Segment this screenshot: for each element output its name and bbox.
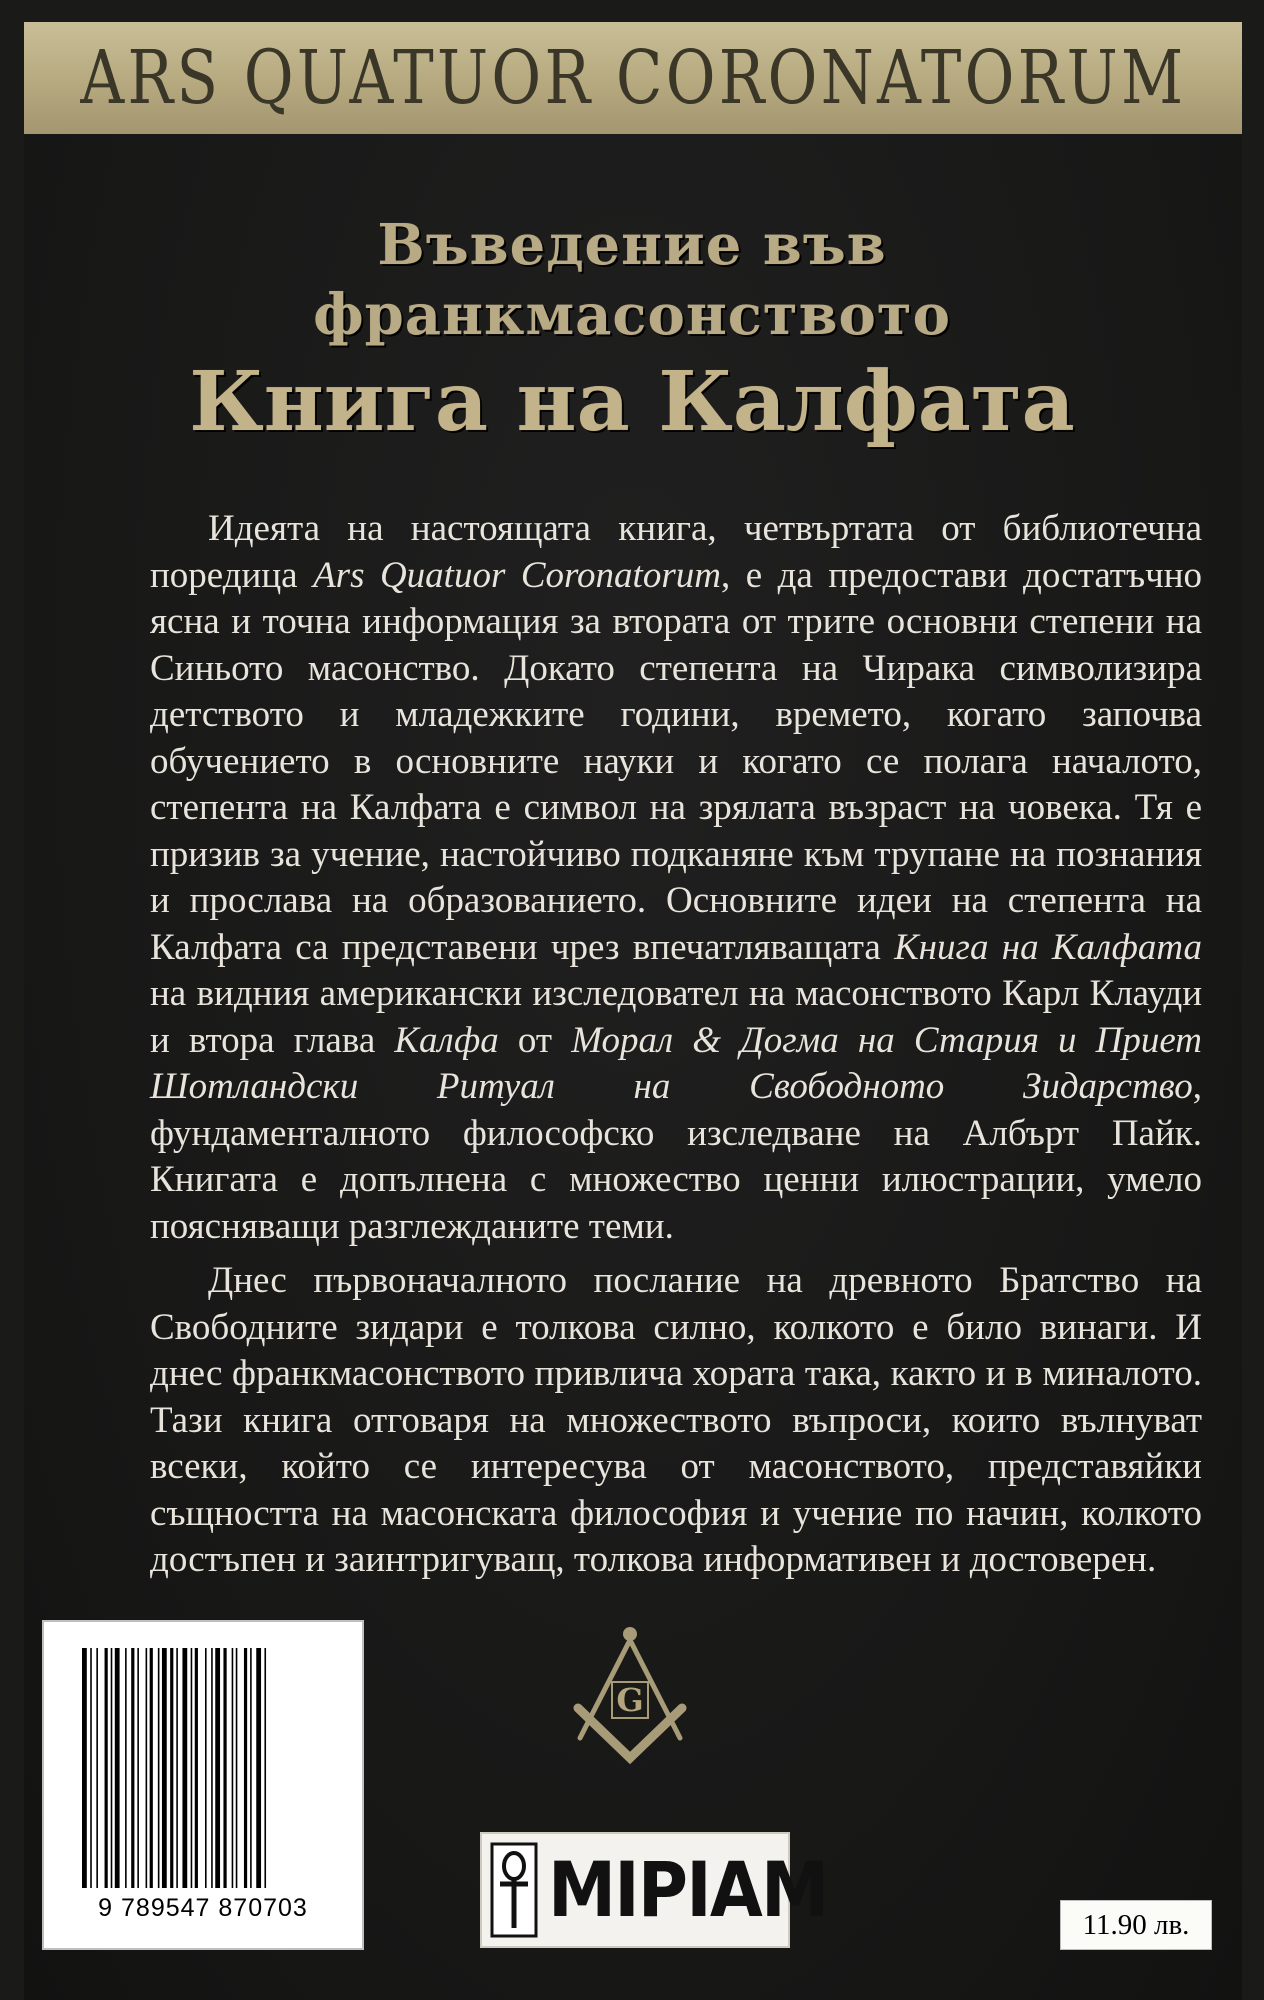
publisher-name: МІРІАМ xyxy=(548,1845,828,1934)
barcode-bar xyxy=(264,1648,266,1888)
ankh-icon xyxy=(490,1842,538,1938)
barcode-bar xyxy=(115,1648,120,1888)
barcode-bar xyxy=(105,1648,108,1888)
barcode-bar xyxy=(250,1648,252,1888)
barcode-bar xyxy=(223,1648,226,1888)
emblem-letter: G xyxy=(616,1681,644,1719)
series-title: ARS QUATUOR CORONATORUM xyxy=(79,35,1187,121)
price-sticker: 11.90 лв. xyxy=(1060,1900,1212,1950)
barcode-bar xyxy=(131,1648,134,1888)
chapter-name-italic: Калфа xyxy=(394,1019,499,1061)
barcode-bar xyxy=(182,1648,187,1888)
barcode-bar xyxy=(137,1648,139,1888)
barcode-bar xyxy=(158,1648,160,1888)
barcode-bar xyxy=(82,1648,87,1888)
barcode-bar xyxy=(195,1648,198,1888)
series-name-italic: Ars Quatuor Coronatorum xyxy=(313,554,721,596)
blurb-paragraph-2: Днес първоначалното послание на древното Братство на Свободните зидари е толкова силно, колкото е било винаги. И днес франкмасонството привлича хората така, както и в миналото. Тази книга отговаря на множеството въпроси, които вълнуват всеки, който се интересува от масонството, представяйки същността на масонската философия и учение по начин, колкото достъпен и заинтригуващ, толкова информативен и достоверен. xyxy=(150,1260,1202,1580)
barcode-bars xyxy=(82,1648,326,1888)
barcode-bar xyxy=(236,1648,238,1888)
barcode-bar xyxy=(244,1648,247,1888)
publisher-logo xyxy=(480,1832,828,1948)
square-and-compasses-icon xyxy=(560,1620,700,1770)
barcode-bar xyxy=(146,1648,148,1888)
blurb xyxy=(150,506,1202,1584)
barcode-bar xyxy=(125,1648,127,1888)
barcode-bar xyxy=(150,1648,153,1888)
barcode-bar xyxy=(191,1648,193,1888)
barcode-bar xyxy=(232,1648,234,1888)
barcode xyxy=(42,1620,364,1950)
barcode-bar xyxy=(90,1648,92,1888)
work-name-italic: Морал & Догма на Стария и Приет Шотландски Ритуал на Свободното Зидарство xyxy=(150,1019,1202,1107)
blurb-paragraph-1: Идеята на настоящата книга, четвъртата от библиотечна поредица Ars Quatuor Coronatorum, е да предостави достатъчно ясна и точна информация за втората от трите основни степени на Синьото масонство. Докато степента на Чирака символизира детството и младежките години, времето, когато започва обучението в основните науки и когато се полага началото, степента на Калфата е символ на зрялата възраст на човека. Тя е призив за учение, настойчиво подканяне към трупане на познания и прослава на образованието. Основните идеи на степента на Калфата са представени чрез впечатляващата Книга на Калфата на видния американски изследовател на масонството Карл Клауди и втора глава Калфа от Морал & Догма на Стария и Приет Шотландски Ритуал на Свободното Зидарство, фундаменталното философско изследване на Албърт Пайк. Книгата е допълнена с множество ценни илюстрации, умело поясняващи разглежданите теми. xyxy=(150,508,1203,1247)
barcode-bar xyxy=(205,1648,207,1888)
barcode-bar xyxy=(111,1648,113,1888)
barcode-bar xyxy=(215,1648,220,1888)
isbn-number: 9 789547 870703 xyxy=(98,1894,308,1922)
barcode-bar xyxy=(256,1648,261,1888)
title-line-2: франкмасонството xyxy=(313,282,951,348)
barcode-bar xyxy=(162,1648,167,1888)
barcode-bar xyxy=(96,1648,98,1888)
barcode-bar xyxy=(170,1648,173,1888)
book-title: Книга на Калфата xyxy=(189,354,1075,450)
barcode-bar xyxy=(211,1648,213,1888)
book-name-italic: Книга на Калфата xyxy=(894,926,1203,968)
title-block xyxy=(0,80,1264,450)
barcode-bar xyxy=(176,1648,178,1888)
title-line-1: Въведение във xyxy=(377,212,887,278)
